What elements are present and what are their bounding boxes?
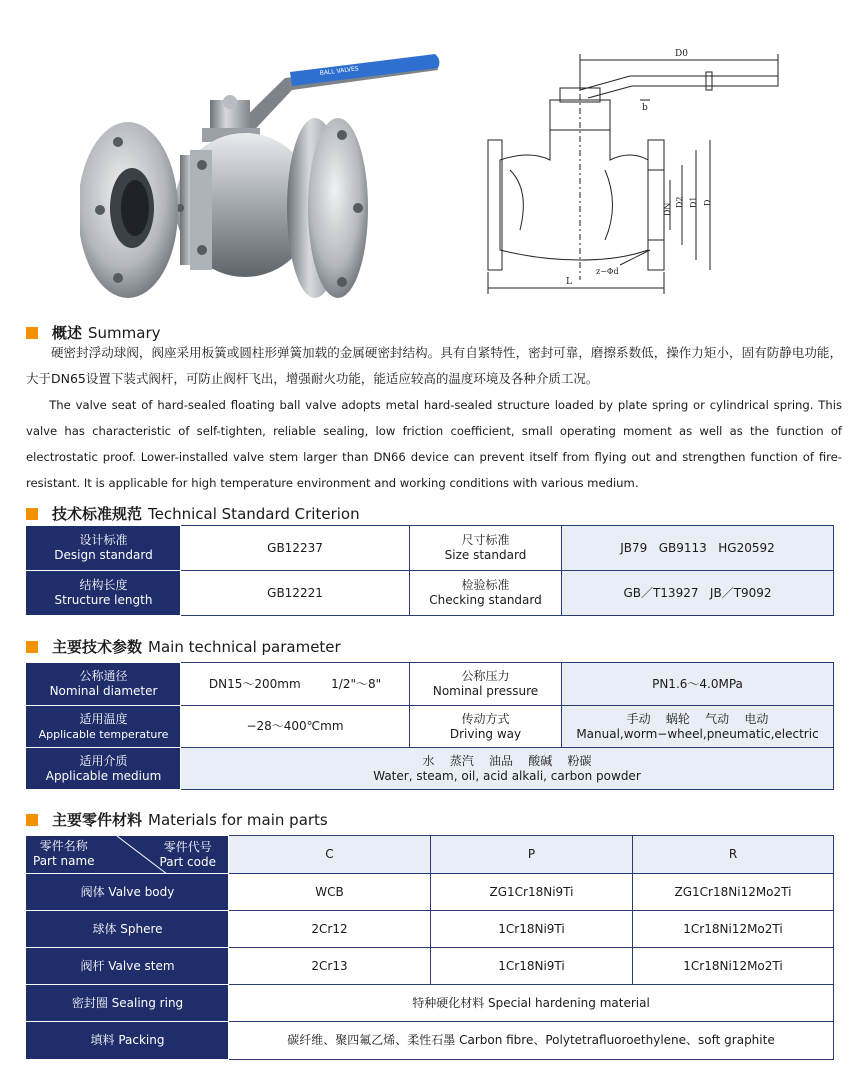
header-cell: 适用温度 Applicable temperature xyxy=(27,706,181,748)
dimension-drawing xyxy=(470,40,800,300)
table-row xyxy=(27,663,834,706)
label-cell: 检验标准 Checking standard xyxy=(410,571,562,616)
value-cell: PN1.6～4.0MPa xyxy=(562,663,834,706)
material-cell: 1Cr18Ni12Mo2Ti xyxy=(633,911,834,948)
material-cell: ZG1Cr18Ni12Mo2Ti xyxy=(633,874,834,911)
standard-heading: 技术标准规范 Technical Standard Criterion xyxy=(26,503,360,524)
part-cell: 球体 Sphere xyxy=(27,911,229,948)
part-cell: 阀体 Valve body xyxy=(27,874,229,911)
part-cell: 填料 Packing xyxy=(27,1022,229,1060)
header-cell: 结构长度 Structure length xyxy=(27,571,181,616)
material-cell: 2Cr13 xyxy=(229,948,431,985)
code-cell: C xyxy=(229,836,431,874)
params-table xyxy=(26,662,834,790)
label-cell: 尺寸标准 Size standard xyxy=(410,526,562,571)
params-heading: 主要技术参数 Main technical parameter xyxy=(26,636,341,657)
header-cell: 适用介质 Applicable medium xyxy=(27,748,181,790)
materials-table xyxy=(26,835,834,1060)
part-cell: 密封圈 Sealing ring xyxy=(27,985,229,1022)
dim-holes: z−Φd xyxy=(596,267,619,276)
standard-table xyxy=(26,525,834,616)
dim-d1: D1 xyxy=(689,196,698,208)
material-cell: 碳纤维、聚四氟乙烯、柔性石墨 Carbon fibre、Polytetrafluoroethylene、soft graphite xyxy=(229,1022,834,1060)
dim-d2: D2 xyxy=(675,196,684,208)
dim-b: b xyxy=(642,103,648,113)
summary-heading: 概述 Summary xyxy=(26,322,161,343)
value-cell: −28～400℃mm xyxy=(181,706,410,748)
table-row xyxy=(27,911,834,948)
table-row xyxy=(27,571,834,616)
table-row xyxy=(27,1022,834,1060)
material-cell: 2Cr12 xyxy=(229,911,431,948)
material-cell: WCB xyxy=(229,874,431,911)
table-row xyxy=(27,836,834,874)
value-cell: JB79 GB9113 HG20592 xyxy=(562,526,834,571)
summary-paragraph-cn: 硬密封浮动球阀，阀座采用板簧或圆柱形弹簧加载的金属硬密封结构。具有自紧特性，密封可靠，磨擦系数低，操作力矩小，固有防静电功能，大于DN65设置下装式阀杆，可防止阀杆飞出，增强耐火功能，能适应较高的温度环境及各种介质工况。 xyxy=(26,345,842,386)
code-cell: P xyxy=(431,836,633,874)
table-row xyxy=(27,526,834,571)
label-cell: 公称压力 Nominal pressure xyxy=(410,663,562,706)
material-cell: 1Cr18Ni9Ti xyxy=(431,948,633,985)
materials-heading: 主要零件材料 Materials for main parts xyxy=(26,809,328,830)
material-cell: 特种硬化材料 Special hardening material xyxy=(229,985,834,1022)
table-row xyxy=(27,874,834,911)
corner-header-cell: 零件代号 Part code 零件名称 Part name xyxy=(27,836,229,874)
bullet-square-icon xyxy=(26,508,38,520)
code-cell: R xyxy=(633,836,834,874)
header-cell: 公称通径 Nominal diameter xyxy=(27,663,181,706)
dim-dn: DN xyxy=(663,202,672,216)
value-cell: 手动 蜗轮 气动 电动 Manual,worm−wheel,pneumatic,electric xyxy=(562,706,834,748)
handle-label: BALL VALVES xyxy=(319,65,359,77)
value-cell: GB／T13927 JB／T9092 xyxy=(562,571,834,616)
table-row xyxy=(27,948,834,985)
dim-l: L xyxy=(566,277,572,287)
value-cell: GB12221 xyxy=(181,571,410,616)
dim-d0: D0 xyxy=(675,49,688,59)
material-cell: 1Cr18Ni12Mo2Ti xyxy=(633,948,834,985)
value-cell: 水 蒸汽 油品 酸碱 粉碳 Water, steam, oil, acid alkali, carbon powder xyxy=(181,748,834,790)
table-row xyxy=(27,985,834,1022)
value-cell: GB12237 xyxy=(181,526,410,571)
ball-valve-photo xyxy=(80,40,460,300)
part-cell: 阀杆 Valve stem xyxy=(27,948,229,985)
product-illustrations xyxy=(0,0,860,310)
table-row xyxy=(27,706,834,748)
value-cell: DN15～200mm 1/2"～8" xyxy=(181,663,410,706)
bullet-square-icon xyxy=(26,327,38,339)
material-cell: 1Cr18Ni9Ti xyxy=(431,911,633,948)
summary-paragraph-en: The valve seat of hard-sealed floating ball valve adopts metal hard-sealed structure loaded by plate spring or cylindrical spring. This valve has characteristic of self-tighten, reliable sealing, low friction coefficient, small operating moment as well as the function of electrostatic proof. Lower-installed valve stem larger than DN66 device can prevent itself from flying out and strengthen function of fire-resistant. It is applicable for high temperature environment and working conditions with various medium. xyxy=(26,398,842,490)
label-cell: 传动方式 Driving way xyxy=(410,706,562,748)
material-cell: ZG1Cr18Ni9Ti xyxy=(431,874,633,911)
table-row xyxy=(27,748,834,790)
dim-d: D xyxy=(703,199,712,206)
summary-text xyxy=(26,340,842,496)
bullet-square-icon xyxy=(26,641,38,653)
header-cell: 设计标准 Design standard xyxy=(27,526,181,571)
bullet-square-icon xyxy=(26,814,38,826)
